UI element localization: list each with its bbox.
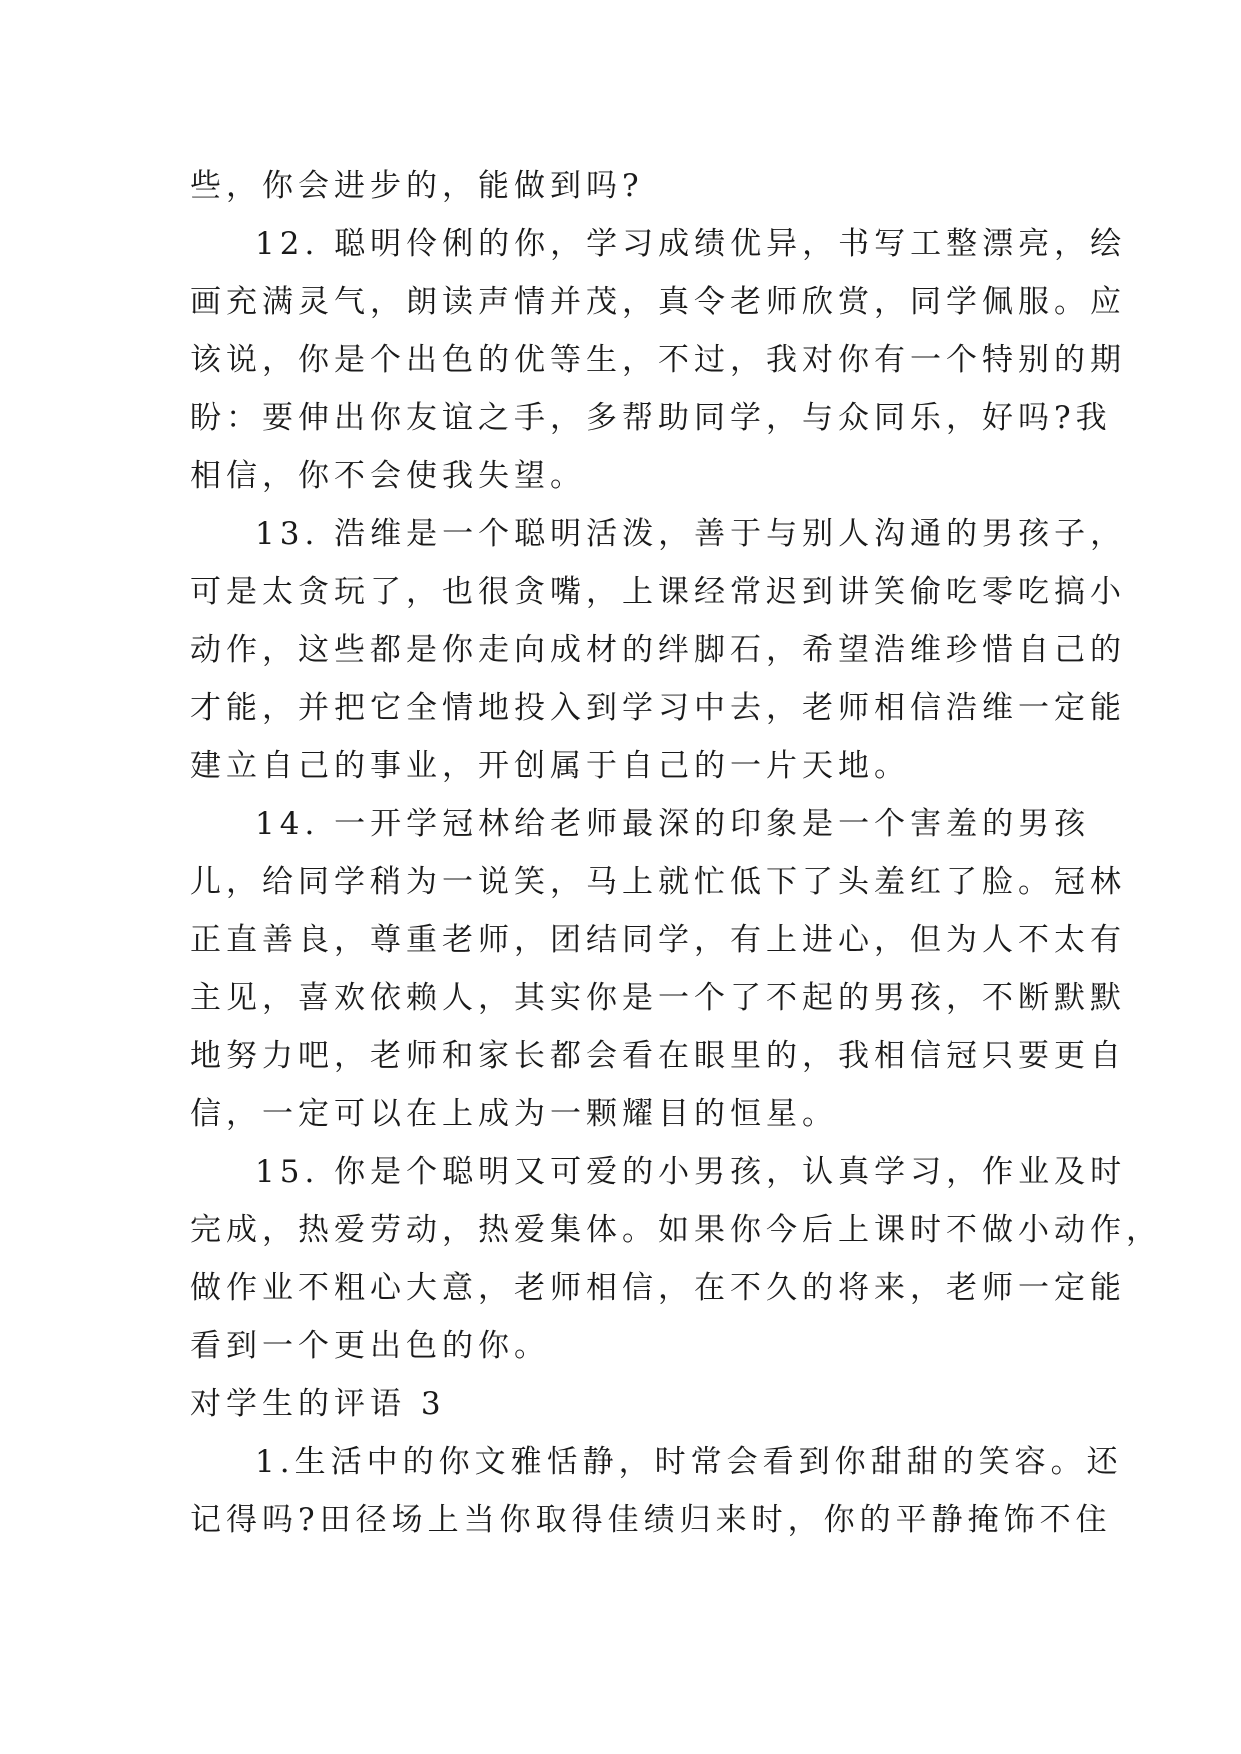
text-line: 记得吗?田径场上当你取得佳绩归来时，你的平静掩饰不住 [190, 1502, 1112, 1538]
text-line: 做作业不粗心大意，老师相信，在不久的将来，老师一定能 [190, 1270, 1126, 1306]
text-line: 建立自己的事业，开创属于自己的一片天地。 [190, 748, 910, 784]
text-line: 儿，给同学稍为一说笑，马上就忙低下了头羞红了脸。冠林 [190, 864, 1126, 900]
text-line: 盼：要伸出你友谊之手，多帮助同学，与众同乐，好吗?我 [190, 400, 1112, 436]
text-line: 可是太贪玩了，也很贪嘴，上课经常迟到讲笑偷吃零吃搞小 [190, 574, 1126, 610]
text-line: 主见，喜欢依赖人，其实你是一个了不起的男孩，不断默默 [190, 980, 1126, 1016]
text-line: 些，你会进步的，能做到吗? [190, 168, 644, 204]
text-line: 信，一定可以在上成为一颗耀目的恒星。 [190, 1096, 838, 1132]
text-line: 才能，并把它全情地投入到学习中去，老师相信浩维一定能 [190, 690, 1126, 726]
text-line: 画充满灵气，朗读声情并茂，真令老师欣赏，同学佩服。应 [190, 284, 1126, 320]
text-line: 完成，热爱劳动，热爱集体。如果你今后上课时不做小动作， [190, 1212, 1162, 1248]
section-heading: 对学生的评语 3 [190, 1386, 446, 1422]
text-line: 地努力吧，老师和家长都会看在眼里的，我相信冠只要更自 [190, 1038, 1126, 1074]
text-line: 15. 你是个聪明又可爱的小男孩，认真学习，作业及时 [255, 1154, 1127, 1190]
text-line: 12. 聪明伶俐的你，学习成绩优异，书写工整漂亮，绘 [255, 226, 1127, 262]
text-line: 1.生活中的你文雅恬静，时常会看到你甜甜的笑容。还 [255, 1444, 1123, 1480]
text-line: 动作，这些都是你走向成材的绊脚石，希望浩维珍惜自己的 [190, 632, 1126, 668]
text-line: 该说，你是个出色的优等生，不过，我对你有一个特别的期 [190, 342, 1126, 378]
text-line: 看到一个更出色的你。 [190, 1328, 550, 1364]
text-line: 相信，你不会使我失望。 [190, 458, 586, 494]
text-line: 14. 一开学冠林给老师最深的印象是一个害羞的男孩 [255, 806, 1091, 842]
text-line: 13. 浩维是一个聪明活泼，善于与别人沟通的男孩子， [255, 516, 1127, 552]
text-line: 正直善良，尊重老师，团结同学，有上进心，但为人不太有 [190, 922, 1126, 958]
